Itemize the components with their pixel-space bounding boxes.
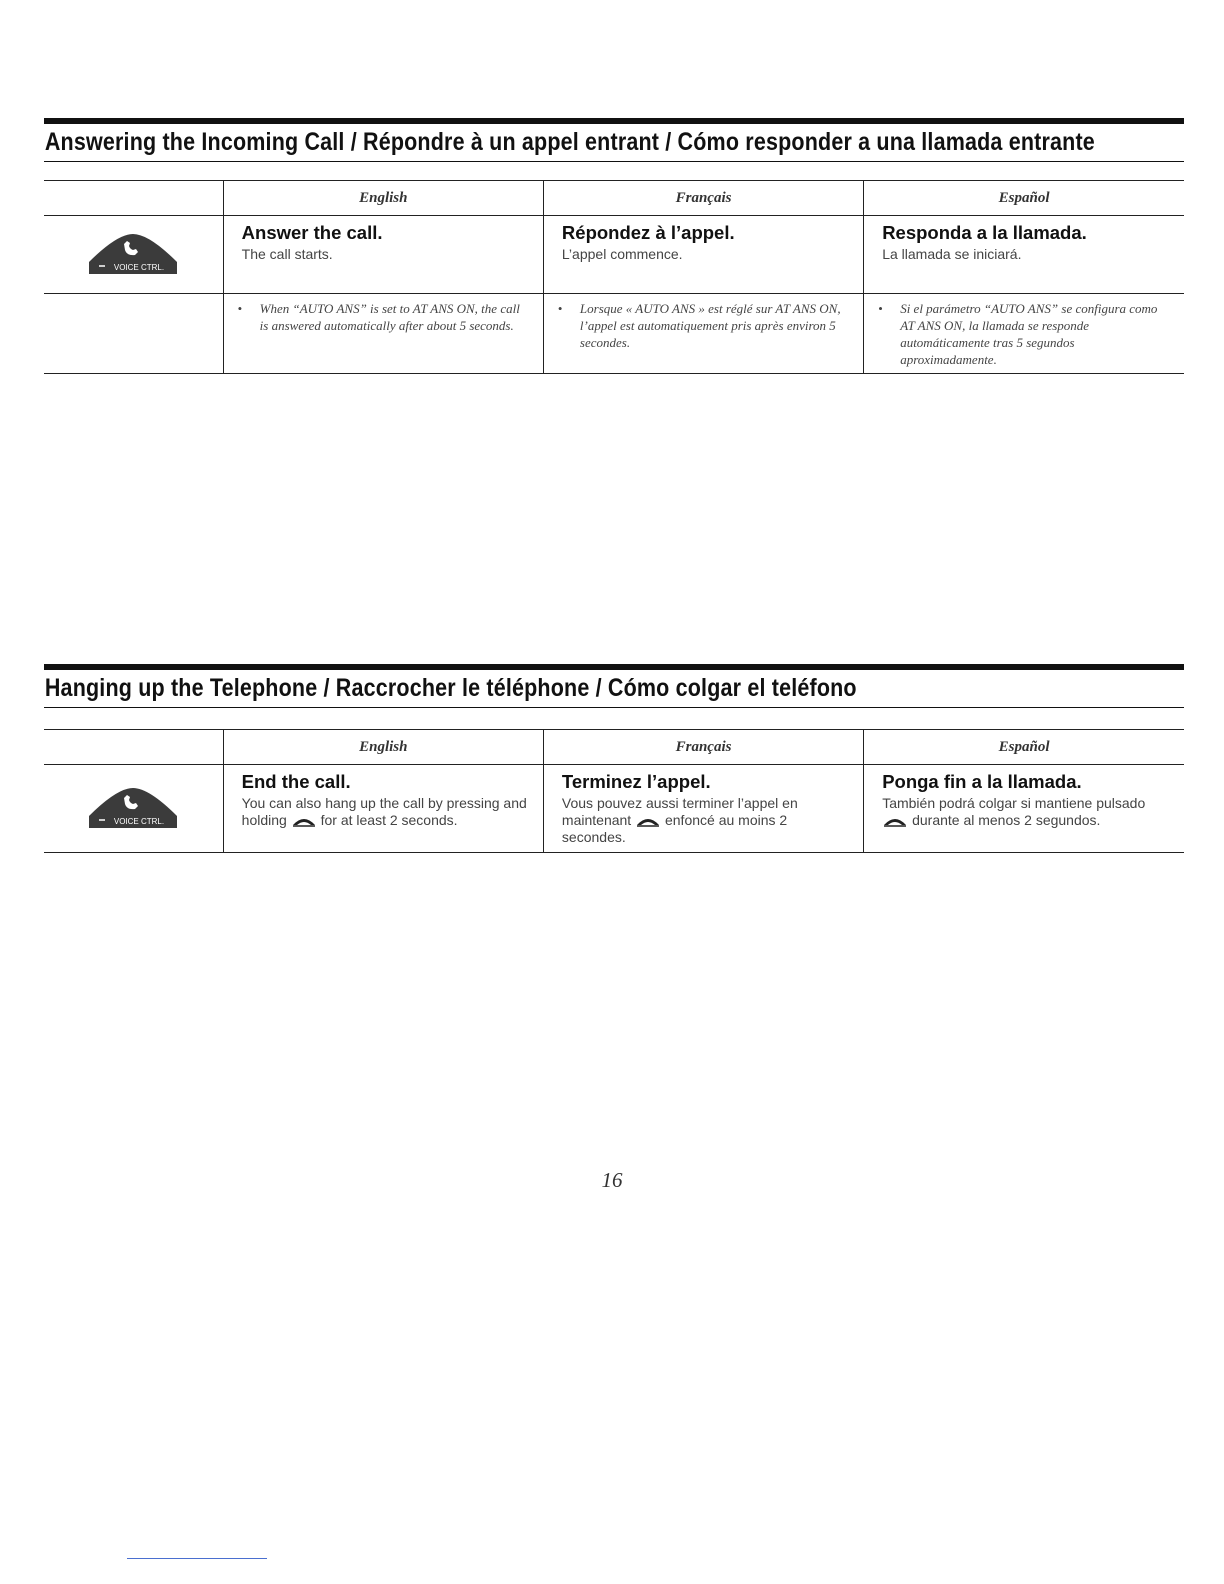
- step-title: Ponga fin a la llamada.: [882, 771, 1082, 792]
- espanol-step-cell: [864, 765, 1184, 853]
- espanol-note-cell: [864, 294, 1184, 374]
- bullet-icon: •: [878, 301, 883, 316]
- step-desc-part: You can also hang up the call by pressing and holding: [241, 795, 527, 828]
- table-row: [44, 216, 1184, 294]
- bullet-icon: •: [237, 301, 243, 316]
- section-title: Answering the Incoming Call / Répondre à un appel entrant / Cómo responder a una llamada entrante: [44, 128, 1095, 156]
- header-francais: Français: [543, 730, 863, 765]
- header-blank-cell: [44, 730, 223, 765]
- icon-cell: [44, 216, 223, 294]
- table-row: [44, 294, 1184, 374]
- bullet-icon: •: [557, 301, 563, 316]
- table-header-row: [44, 181, 1184, 216]
- step-desc: The call starts.: [241, 246, 333, 262]
- step-title: Responda a la llamada.: [882, 222, 1087, 243]
- header-espanol: Español: [864, 730, 1184, 765]
- section-title: Hanging up the Telephone / Raccrocher le téléphone / Cómo colgar el teléfono: [44, 674, 857, 702]
- hang-up-icon: [635, 815, 661, 827]
- page-number: 16: [601, 1168, 623, 1192]
- step-desc-part: for at least 2 seconds.: [320, 812, 458, 828]
- english-note-cell: [223, 294, 543, 374]
- section-rule: [44, 707, 1184, 708]
- header-blank-cell: [44, 181, 223, 216]
- hanging-up-table: [44, 729, 1184, 853]
- note-text: When “AUTO ANS” is set to AT ANS ON, the call is answered automatically after about 5 seconds.: [259, 301, 520, 333]
- section-answering-header: [44, 118, 1184, 162]
- step-desc: La llamada se iniciará.: [882, 246, 1022, 262]
- step-desc: [562, 795, 853, 846]
- note-blank-cell: [44, 294, 223, 374]
- note-text: Lorsque « AUTO ANS » est réglé sur AT ANS ON, l’appel est automatiquement pris après environ 5 secondes.: [579, 301, 841, 350]
- step-desc-part: durante al menos 2 segundos.: [912, 812, 1101, 828]
- step-desc-part: También podrá colgar si mantiene pulsado: [882, 795, 1146, 811]
- answering-table: [44, 180, 1184, 374]
- icon-label: VOICE CTRL.: [114, 263, 165, 272]
- icon-cell: [44, 765, 223, 853]
- header-english: English: [223, 181, 543, 216]
- hang-up-icon: [291, 815, 317, 827]
- english-step-cell: [223, 765, 543, 853]
- step-desc-part: enfoncé au moins 2 secondes.: [561, 812, 788, 845]
- step-title: Answer the call.: [241, 222, 383, 243]
- step-desc: [242, 795, 533, 829]
- header-espanol: Español: [864, 181, 1184, 216]
- step-desc-part: Vous pouvez aussi terminer l’appel en maintenant: [561, 795, 798, 828]
- answer-call-button-icon: [87, 232, 179, 274]
- bottom-link-rule: [127, 1558, 267, 1559]
- francais-step-cell: [543, 216, 863, 294]
- step-title: Terminez l’appel.: [561, 771, 711, 792]
- hang-up-icon: [882, 815, 908, 827]
- step-title: Répondez à l’appel.: [561, 222, 735, 243]
- section-hanging-up-header: [44, 664, 1184, 708]
- francais-note-cell: [543, 294, 863, 374]
- hang-up-button-icon: [87, 786, 179, 828]
- espanol-step-cell: [864, 216, 1184, 294]
- note-text: Si el parámetro “AUTO ANS” se configura como AT ANS ON, la llamada se responde automáticamente tras 5 segundos aproximadamente.: [900, 301, 1158, 367]
- step-title: End the call.: [241, 771, 351, 792]
- table-row: [44, 765, 1184, 853]
- header-francais: Français: [543, 181, 863, 216]
- step-desc: [882, 795, 1174, 829]
- francais-step-cell: [543, 765, 863, 853]
- section-rule: [44, 161, 1184, 162]
- step-desc: L’appel commence.: [561, 246, 683, 262]
- english-step-cell: [223, 216, 543, 294]
- table-header-row: [44, 730, 1184, 765]
- header-english: English: [223, 730, 543, 765]
- icon-label: VOICE CTRL.: [114, 817, 165, 826]
